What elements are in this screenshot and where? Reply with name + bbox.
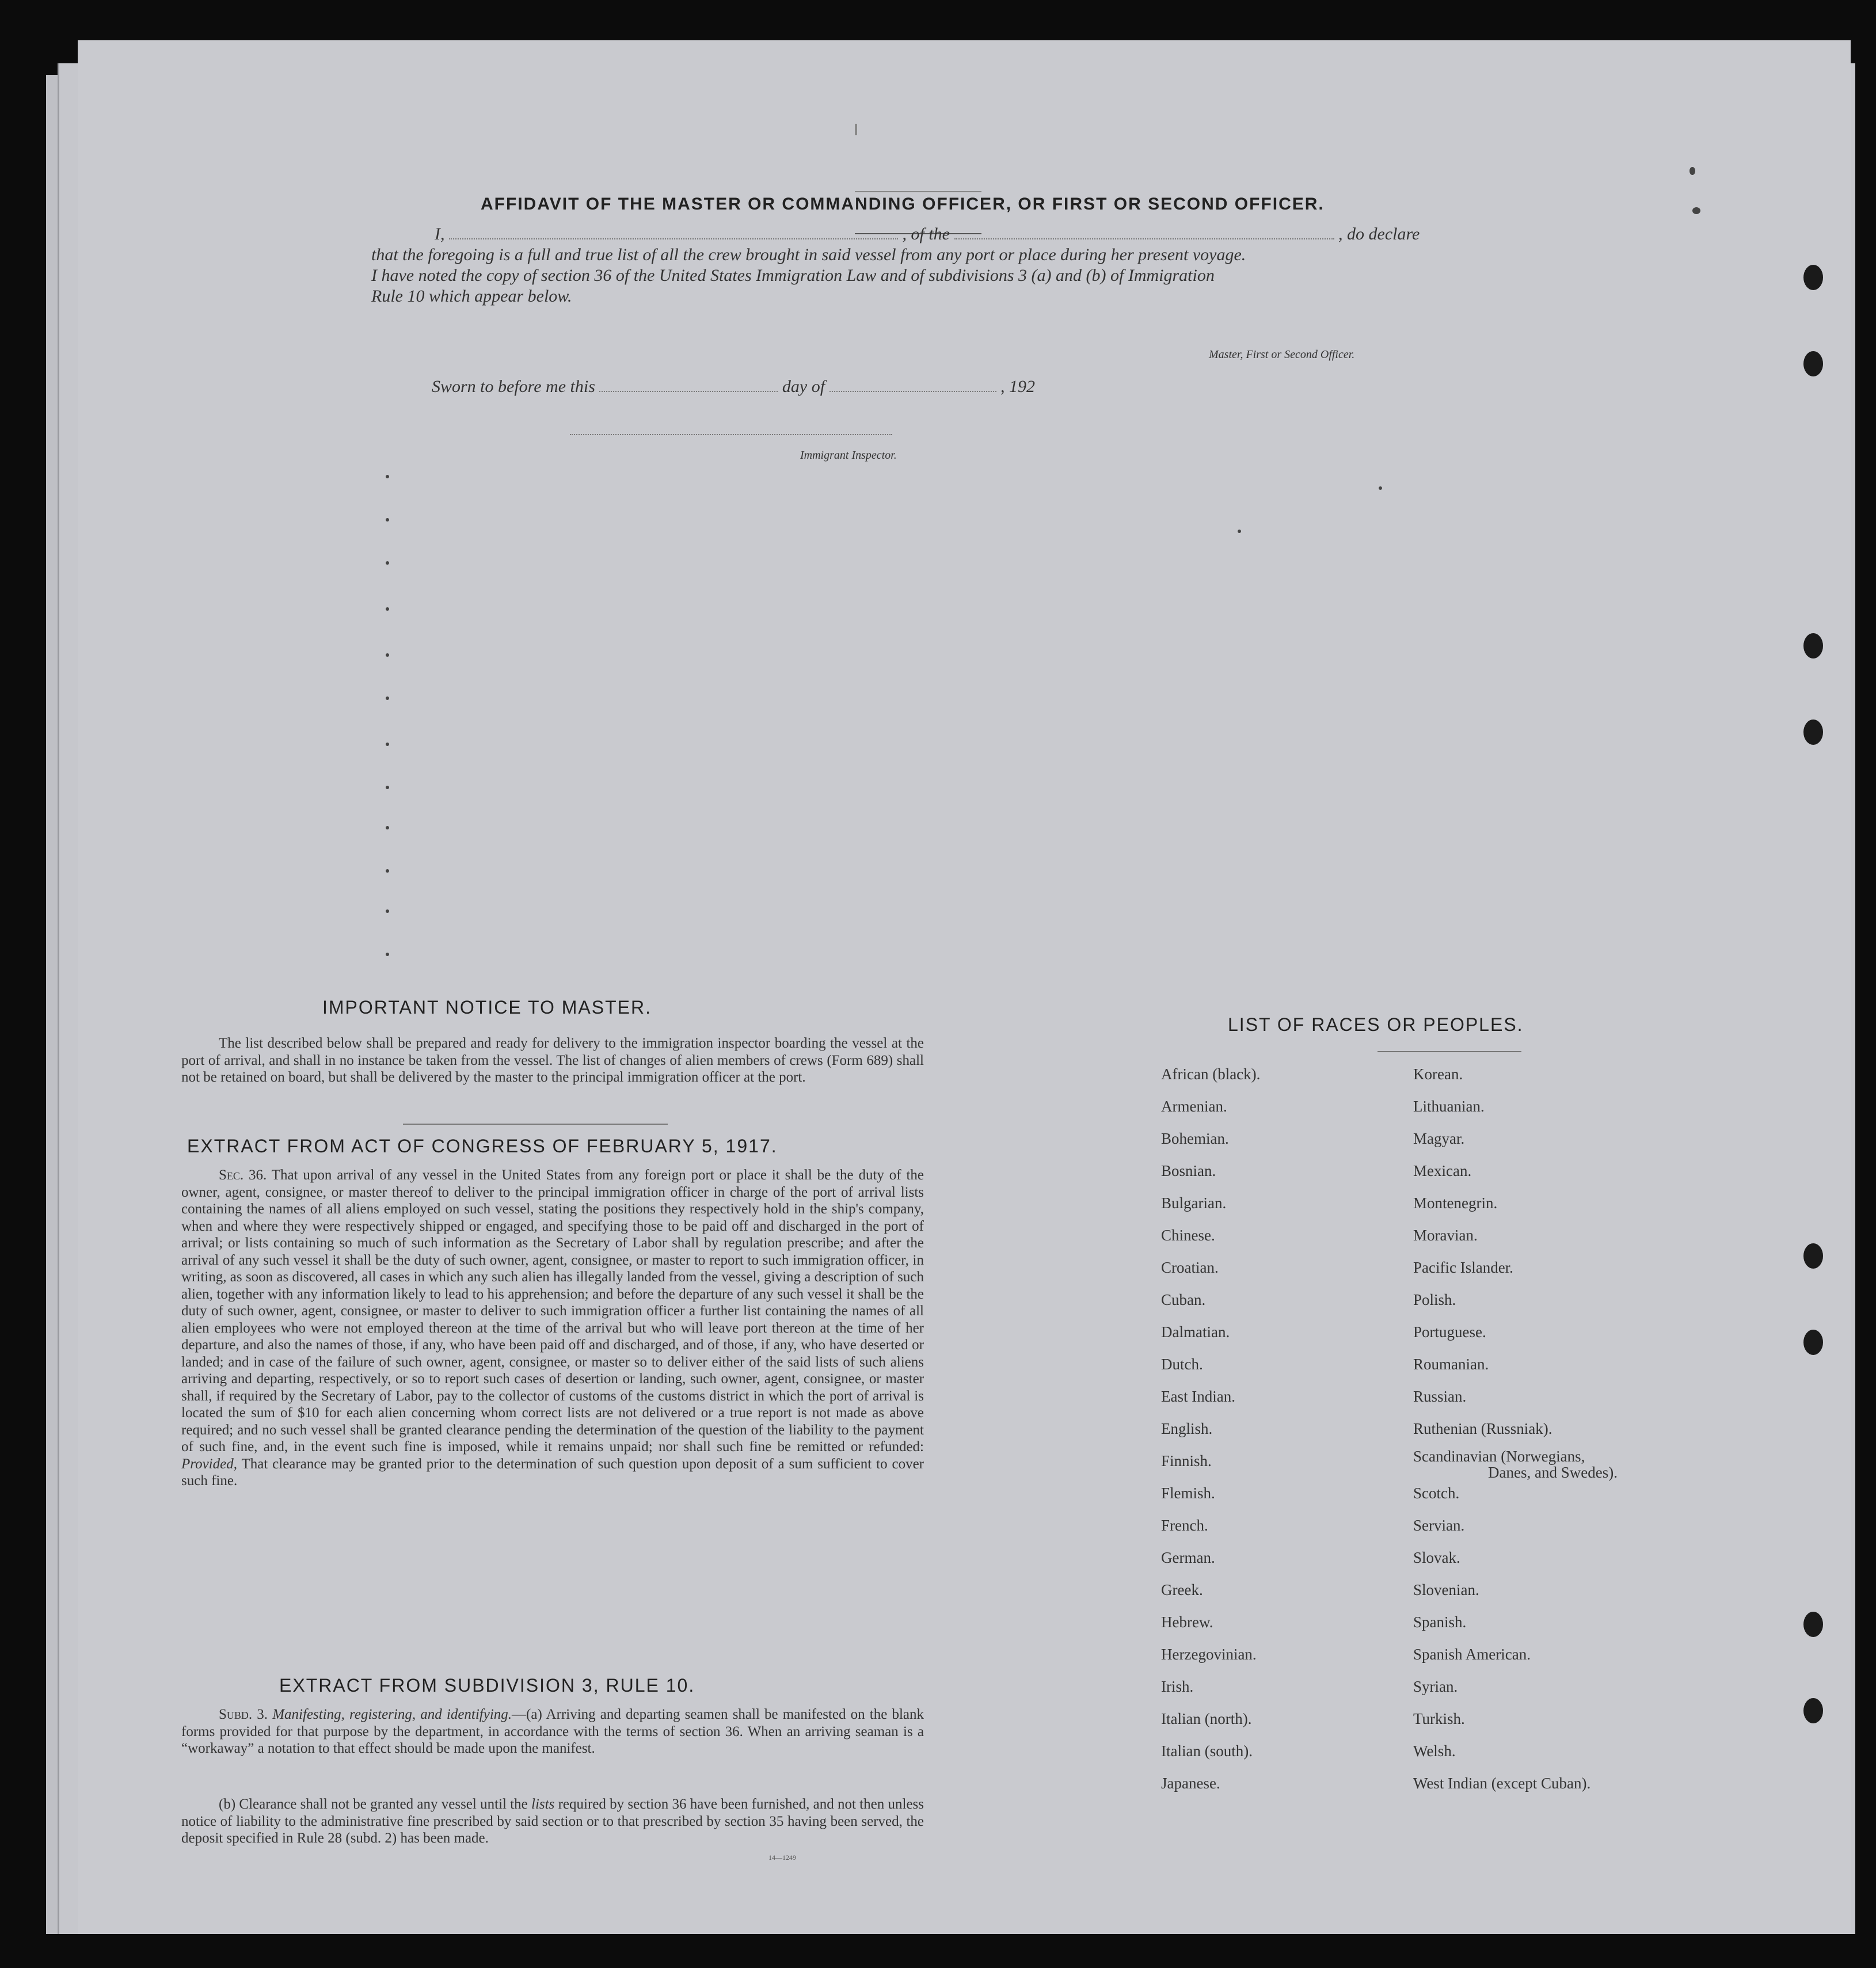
- speck: [386, 826, 389, 829]
- race-item: Italian (north).: [1161, 1710, 1252, 1727]
- race-item: East Indian.: [1161, 1388, 1235, 1405]
- punch-hole: [1803, 633, 1823, 658]
- rule-extract-title: EXTRACT FROM SUBDIVISION 3, RULE 10.: [279, 1675, 695, 1696]
- race-item: Ruthenian (Russniak).: [1413, 1420, 1552, 1437]
- declaration-line-4: Rule 10 which appear below.: [371, 287, 572, 306]
- race-item: English.: [1161, 1420, 1213, 1437]
- races-title: LIST OF RACES OR PEOPLES.: [1228, 1014, 1524, 1035]
- race-item: West Indian (except Cuban).: [1413, 1775, 1591, 1792]
- race-item: Chinese.: [1161, 1227, 1215, 1244]
- speck: [386, 475, 389, 478]
- race-item: Croatian.: [1161, 1259, 1219, 1276]
- punch-hole: [1803, 1612, 1823, 1637]
- race-item: Hebrew.: [1161, 1613, 1213, 1631]
- speck: [1689, 167, 1695, 175]
- sworn-line: [432, 377, 1035, 397]
- vessel-name-field[interactable]: [954, 238, 1334, 239]
- punch-hole: [1803, 1330, 1823, 1355]
- race-item: Bosnian.: [1161, 1162, 1216, 1179]
- speck: [386, 653, 389, 657]
- race-item: Spanish.: [1413, 1613, 1467, 1631]
- form-number: 14—1249: [768, 1853, 796, 1862]
- speck: [386, 909, 389, 913]
- speck: [1379, 486, 1382, 490]
- speck: [386, 953, 389, 956]
- sec-36-text-end: That clearance may be granted prior to the determination of such question upon deposit of a sum sufficient to cover such fine.: [181, 1456, 924, 1489]
- signature-caption: Master, First or Second Officer.: [1209, 348, 1355, 361]
- rule-extract-para-a: [181, 1706, 924, 1757]
- sec-36-text: That upon arrival of any vessel in the United States from any foreign port or place it shall be the duty of the owner, agent, consignee, or master thereof to deliver to the principal immigration officer in charge of the port of arrival lists containing the names of all aliens employed on such vessel, stating the positions they respectively hold in the ship's company, when and where they were respectively shipped or engaged, and specifying those to be paid off and discharged in the port of arrival; or lists containing so much of such information as the Secretary of Labor shall by regulation prescribe; and after the arrival of any such vessel it shall be the duty of such owner, agent, consignee, or master to report to such immigration officer, in writing, as soon as discovered, all cases in which any such alien has illegally landed from the vessel, giving a description of such alien, together with any information likely to lead to his apprehension; and before the departure of any such vessel it shall be the duty of such owner, agent, consignee, or master to deliver to such immigration officer a further list containing the names of all alien employees who were not employed thereon at the time of the arrival but who will leave port thereon at the time of her departure, and also the names of those, if any, who have been paid off and discharged, and of those, if any, who have deserted or landed; and in case of the failure of such owner, agent, consignee, or master so to deliver either of the said lists of such aliens arriving and departing, respectively, or so to report such cases of desertion or landing, such owner, agent, consignee, or master shall, if required by the Secretary of Labor, pay to the collector of customs of the customs district in which the port of arrival is located the sum of $10 for each alien concerning whom correct lists are not delivered or a true report is not made as above required; and no such vessel shall be granted clearance pending the determination of the question of the liability to the payment of such fine, and, in the event such fine is imposed, while it remains unpaid; nor shall such fine be remitted or refunded:: [181, 1167, 924, 1455]
- race-item: Spanish American.: [1413, 1646, 1531, 1663]
- declare-suffix: , do declare: [1338, 224, 1420, 243]
- act-extract-text: [181, 1167, 924, 1490]
- race-item: Scotch.: [1413, 1484, 1460, 1502]
- sworn-month-prefix: day of: [782, 377, 825, 396]
- para-b-post: required by section 36 have been furnished, and not then unless notice of liability to the administrative fine prescribed by said section or to that prescribed by section 35 having been served, the deposit specified in Rule 28 (subd. 2) has been made.: [181, 1796, 924, 1846]
- race-item: Pacific Islander.: [1413, 1259, 1513, 1276]
- act-extract-title: EXTRACT FROM ACT OF CONGRESS OF FEBRUARY 5, 1917.: [187, 1136, 778, 1156]
- punch-hole: [1803, 720, 1823, 745]
- race-item: Russian.: [1413, 1388, 1467, 1405]
- race-item: Slovak.: [1413, 1549, 1460, 1566]
- declarant-prefix: I,: [435, 224, 445, 243]
- inspector-caption: Immigrant Inspector.: [800, 449, 897, 462]
- speck: [386, 786, 389, 789]
- speck: [1692, 207, 1700, 214]
- race-item: Slovenian.: [1413, 1581, 1479, 1598]
- race-item: Danes, and Swedes).: [1488, 1464, 1618, 1481]
- notice-rule: [403, 1124, 668, 1125]
- race-item: Servian.: [1413, 1517, 1465, 1534]
- race-item: Magyar.: [1413, 1130, 1465, 1147]
- subd-label: Subd. 3.: [219, 1707, 268, 1722]
- para-b-lists: lists: [531, 1796, 555, 1812]
- speck: [386, 518, 389, 521]
- sec-label: Sec. 36.: [219, 1167, 267, 1183]
- race-item: Montenegrin.: [1413, 1194, 1498, 1212]
- race-item: Portuguese.: [1413, 1323, 1486, 1341]
- subd-para-a: —(a) Arriving and departing seamen shall be manifested on the blank forms provided for that purpose by the department, in accordance with the terms of section 36. When an arriving seaman is a “workaway” a notation to that effect should be made upon the manifest.: [181, 1707, 924, 1756]
- punch-hole: [1803, 351, 1823, 376]
- speck: [386, 696, 389, 700]
- race-item: Bohemian.: [1161, 1130, 1229, 1147]
- races-right-column: [1413, 1058, 1618, 1799]
- sworn-day-field[interactable]: [599, 390, 778, 392]
- sworn-prefix: Sworn to before me this: [432, 377, 595, 396]
- race-item: Cuban.: [1161, 1291, 1206, 1308]
- races-title-underline: [1377, 1051, 1521, 1052]
- declarant-name-field[interactable]: [449, 238, 898, 239]
- speck: [386, 607, 389, 611]
- vessel-prefix: , of the: [902, 224, 950, 243]
- inspector-signature-field[interactable]: [570, 434, 892, 435]
- declaration-line-2: that the foregoing is a full and true list of all the crew brought in said vessel from any port or place during her present voyage.: [371, 245, 1246, 264]
- race-item: German.: [1161, 1549, 1215, 1566]
- race-item: French.: [1161, 1517, 1208, 1534]
- sworn-year: , 192: [1000, 377, 1036, 396]
- race-item: Greek.: [1161, 1581, 1203, 1598]
- speck: [386, 743, 389, 746]
- race-item: African (black).: [1161, 1065, 1261, 1083]
- sworn-month-field[interactable]: [829, 390, 996, 392]
- race-item: Italian (south).: [1161, 1742, 1253, 1760]
- subd-heading: Manifesting, registering, and identifying.: [272, 1707, 512, 1722]
- race-item: Welsh.: [1413, 1742, 1456, 1760]
- race-item: Japanese.: [1161, 1775, 1220, 1792]
- top-dash: [855, 191, 981, 192]
- race-item: Korean.: [1413, 1065, 1463, 1083]
- race-item: Dalmatian.: [1161, 1323, 1230, 1341]
- provided-label: Provided,: [181, 1456, 237, 1472]
- notice-title: IMPORTANT NOTICE TO MASTER.: [322, 997, 652, 1018]
- race-item: Polish.: [1413, 1291, 1456, 1308]
- race-item: Moravian.: [1413, 1227, 1478, 1244]
- race-item: Mexican.: [1413, 1162, 1472, 1179]
- race-item: Lithuanian.: [1413, 1098, 1485, 1115]
- speck: [386, 561, 389, 565]
- race-item: Finnish.: [1161, 1452, 1212, 1470]
- affidavit-title: AFFIDAVIT OF THE MASTER OR COMMANDING OFFICER, OR FIRST OR SECOND OFFICER.: [481, 195, 1325, 214]
- para-b-pre: (b) Clearance shall not be granted any vessel until the: [219, 1796, 528, 1812]
- race-item: Dutch.: [1161, 1356, 1203, 1373]
- rule-extract-para-b: [181, 1796, 924, 1847]
- punch-hole: [1803, 1698, 1823, 1723]
- race-item: Roumanian.: [1413, 1356, 1489, 1373]
- top-tick: [855, 124, 857, 135]
- speck: [1238, 530, 1241, 533]
- race-item: Syrian.: [1413, 1678, 1458, 1695]
- punch-hole: [1803, 1243, 1823, 1269]
- race-item: Turkish.: [1413, 1710, 1465, 1727]
- race-item: Armenian.: [1161, 1098, 1227, 1115]
- notice-text: The list described below shall be prepared and ready for delivery to the immigration inspector boarding the vessel at the port of arrival, and shall in no instance be taken from the vessel. The list of changes of alien members of crews (Form 689) shall not be retained on board, but shall be delivered by the master to the principal immigration officer at the port.: [181, 1036, 924, 1085]
- declaration-line-1: [435, 224, 1540, 244]
- speck: [386, 869, 389, 873]
- document-page: [78, 40, 1851, 1934]
- race-item: Irish.: [1161, 1678, 1194, 1695]
- race-item: Flemish.: [1161, 1484, 1215, 1502]
- declaration-line-3: I have noted the copy of section 36 of the United States Immigration Law and of subdivisions 3 (a) and (b) of Immigration: [371, 266, 1215, 285]
- race-item: Herzegovinian.: [1161, 1646, 1257, 1663]
- race-item: Bulgarian.: [1161, 1194, 1227, 1212]
- races-left-column: [1161, 1058, 1260, 1799]
- race-item: Scandinavian (Norwegians,: [1413, 1448, 1585, 1465]
- punch-hole: [1803, 265, 1823, 290]
